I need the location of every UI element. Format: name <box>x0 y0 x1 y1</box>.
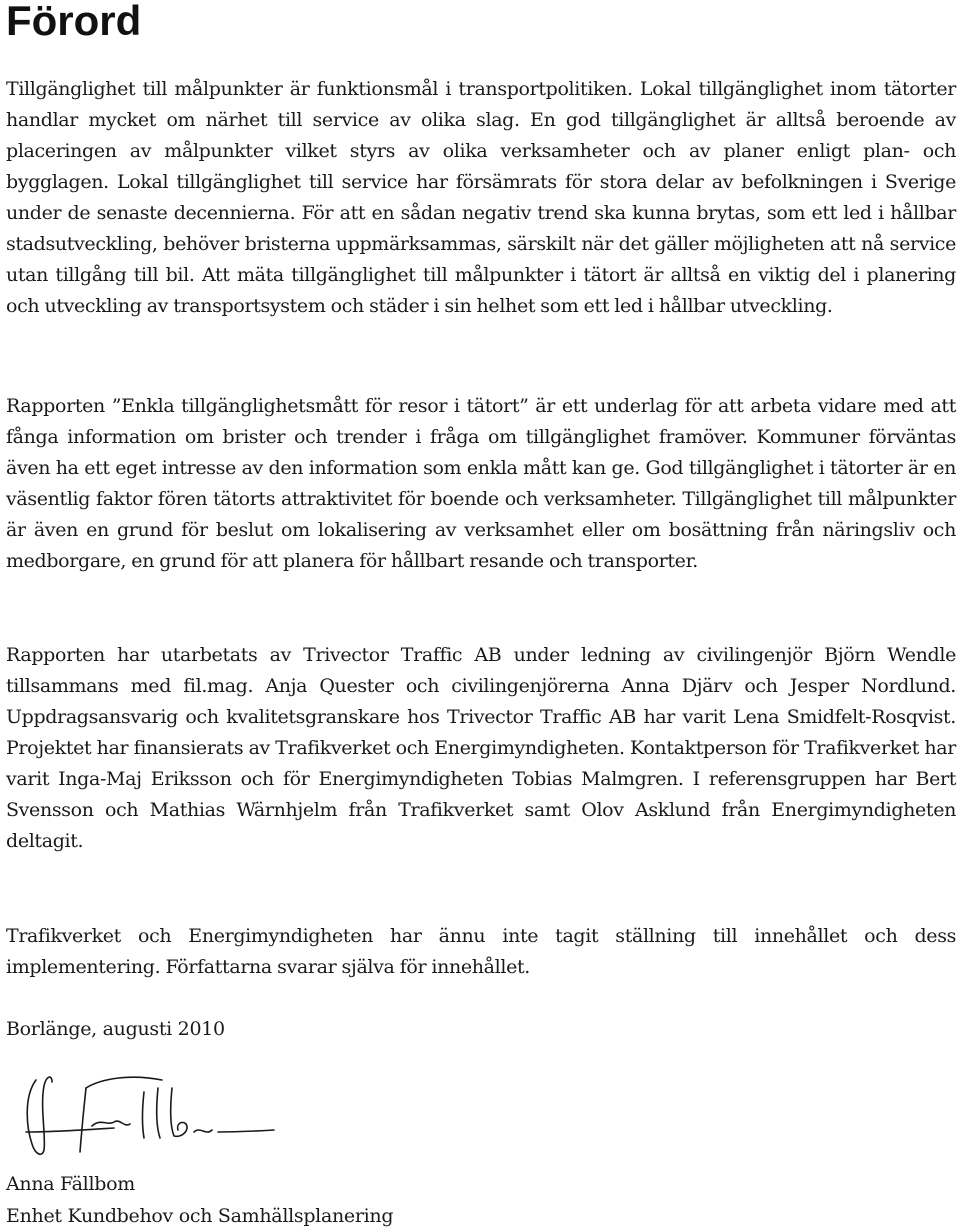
paragraph-1: Tillgänglighet till målpunkter är funktionsmål i transportpolitiken. Lokal tillgänglighet inom tätorter handlar mycket om närhet till service av olika slag. En god tillgänglighet är alltså beroende av placeringen av målpunkter vilket styrs av olika verksamheter och av planer enligt plan- och bygglagen. Lokal tillgänglighet till service har försämrats för stora delar av befolkningen i Sverige under de senaste decennierna. För att en sådan negativ trend ska kunna brytas, som ett led i hållbar stadsutveckling, behöver bristerna uppmärksammas, särskilt när det gäller möjligheten att nå service utan tillgång till bil. Att mäta tillgänglighet till målpunkter i tätort är alltså en viktig del i planering och utveckling av transportsystem och städer i sin helhet som ett led i hållbar utveckling. <box>6 78 956 317</box>
paragraph-4: Trafikverket och Energimyndigheten har ännu inte tagit ställning till innehållet och dess implementering. Författarna svarar själva för innehållet. <box>6 925 956 978</box>
paragraph-3: Rapporten har utarbetats av Trivector Traffic AB under ledning av civilingenjör Björn Wendle tillsammans med fil.mag. Anja Quester och civilingenjörerna Anna Djärv och Jesper Nordlund. Uppdragsansvarig och kvalitetsgranskare hos Trivector Traffic AB har varit Lena Smidfelt-Rosqvist. Projektet har finansierats av Trafikverket och Energimyndigheten. Kontaktperson för Trafikverket har varit Inga-Maj Eriksson och för Energimyndigheten Tobias Malmgren. I referensgruppen har Bert Svensson och Mathias Wärnhjelm från Trafikverket samt Olov Asklund från Energimyndigheten deltagit. <box>6 644 956 852</box>
paragraph-2: Rapporten ”Enkla tillgänglighetsmått för resor i tätort” är ett underlag för att arbeta vidare med att fånga information om brister och trender i fråga om tillgänglighet framöver. Kommuner förväntas även ha ett eget intresse av den information som enkla mått kan ge. God tillgänglighet i tätorter är en väsentlig faktor fören tätorts attraktivitet för boende och verksamheter. Tillgänglighet till målpunkter är även en grund för beslut om lokalisering av verksamhet eller om bosättning från näringsliv och medborgare, en grund för att planera för hållbart resande och transporter. <box>6 395 956 572</box>
dateline: Borlänge, augusti 2010 <box>6 1018 225 1040</box>
page-title: Förord <box>6 0 142 44</box>
signer-name: Anna Fällbom <box>6 1173 135 1195</box>
handwritten-signature <box>22 1066 282 1166</box>
signer-unit: Enhet Kundbehov och Samhällsplanering <box>6 1205 394 1227</box>
